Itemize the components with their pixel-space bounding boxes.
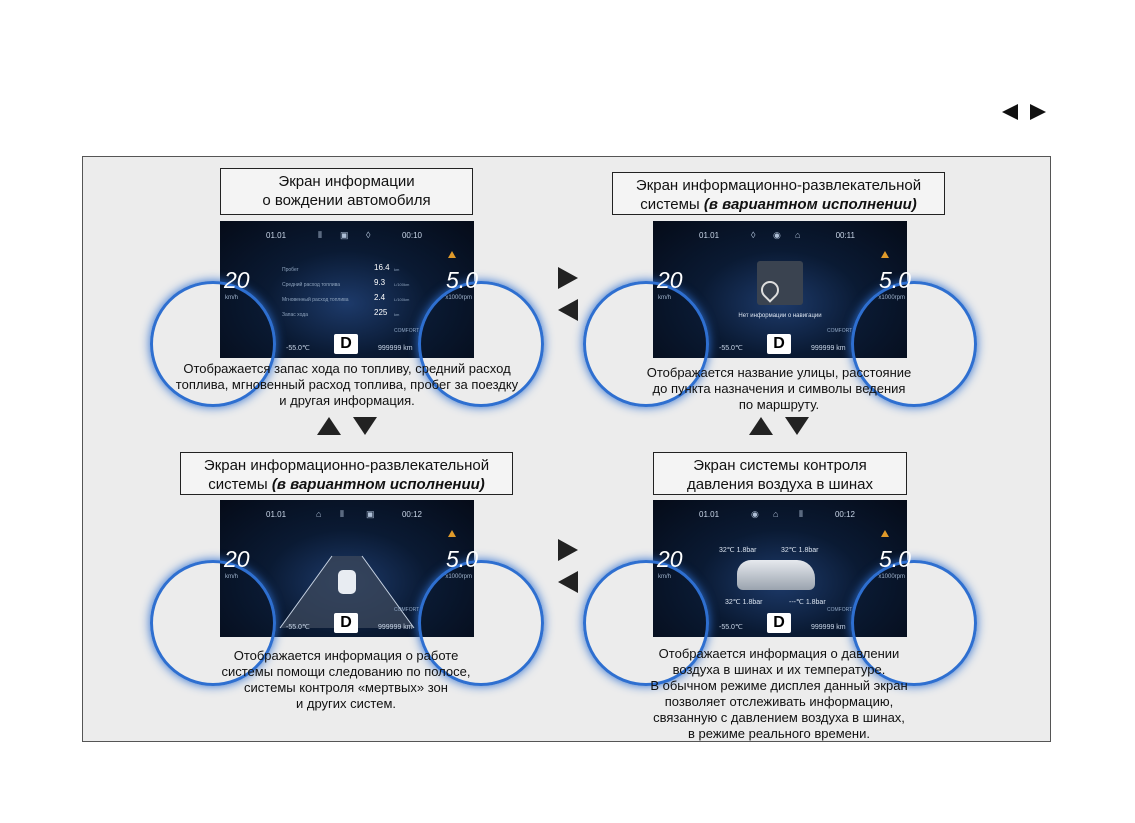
gear-indicator: D bbox=[767, 334, 791, 354]
driving-title-line2: о вождении автомобиля bbox=[262, 192, 431, 209]
tire-temp: ---℃ bbox=[789, 599, 804, 606]
drive-mode: COMFORT bbox=[827, 328, 853, 334]
next-page-icon[interactable] bbox=[1030, 104, 1046, 120]
tire-temp: 32℃ bbox=[719, 547, 735, 554]
speed-value: 20 bbox=[224, 546, 250, 572]
trip-label: Средний расход топлива bbox=[282, 282, 341, 288]
car-icon: ⌂ bbox=[316, 509, 322, 519]
title-line1: Экран информационно-развлекательной bbox=[635, 177, 922, 194]
trip-unit: km bbox=[394, 267, 400, 272]
tpms-title bbox=[653, 452, 907, 495]
tpms-screen bbox=[653, 500, 911, 637]
drive-mode: COMFORT bbox=[827, 607, 853, 613]
right-arrow-icon bbox=[558, 539, 578, 561]
driving-title-line1: Экран информации bbox=[278, 173, 415, 190]
speed-value: 20 bbox=[224, 267, 250, 293]
content-panel bbox=[82, 156, 1051, 742]
tpms-description bbox=[603, 646, 955, 742]
desc-line: по маршруту. bbox=[738, 397, 820, 412]
rpm-unit: x1000rpm bbox=[445, 574, 472, 580]
desc-line: В обычном режиме дисплея данный экран bbox=[650, 678, 908, 693]
desc-line: и других систем. bbox=[295, 696, 396, 711]
outside-temp: -55.0℃ bbox=[286, 624, 310, 631]
odometer: 999999 km bbox=[378, 345, 413, 352]
desc-line: в режиме реального времени. bbox=[688, 726, 870, 741]
warning-icon bbox=[448, 530, 456, 537]
trip-unit: km bbox=[394, 312, 400, 317]
drop-icon: ◊ bbox=[751, 230, 756, 240]
speed-unit: km/h bbox=[658, 574, 672, 580]
nav-description bbox=[603, 365, 955, 413]
trip-value: 2.4 bbox=[374, 293, 386, 302]
rpm-unit: x1000rpm bbox=[878, 295, 905, 301]
nav-message: Нет информации о навигации bbox=[738, 313, 822, 319]
speed-value: 20 bbox=[657, 267, 683, 293]
up-arrow-icon bbox=[317, 417, 341, 435]
page-nav bbox=[1002, 104, 1046, 120]
left-arrow-icon bbox=[558, 299, 578, 321]
title-optional: (в вариантном исполнении) bbox=[271, 476, 485, 493]
time: 00:12 bbox=[401, 510, 422, 519]
date: 01.01 bbox=[699, 231, 720, 240]
lane-icon: ⦀ bbox=[799, 509, 803, 519]
drop-icon: ◊ bbox=[366, 230, 371, 240]
car-graphic bbox=[338, 570, 356, 594]
lane-icon: ⦀ bbox=[340, 509, 344, 519]
tire-temp: 32℃ bbox=[781, 547, 797, 554]
down-arrow-icon bbox=[785, 417, 809, 435]
trip-value: 225 bbox=[374, 308, 388, 317]
car-graphic bbox=[737, 560, 815, 590]
seat-icon: ▣ bbox=[366, 509, 375, 519]
prev-page-icon[interactable] bbox=[1002, 104, 1018, 120]
desc-line: системы помощи следованию по полосе, bbox=[221, 664, 471, 679]
gear-indicator: D bbox=[334, 613, 358, 633]
speed-value: 20 bbox=[657, 546, 683, 572]
speed-unit: km/h bbox=[225, 295, 239, 301]
infotainment-nav-title bbox=[612, 172, 945, 215]
date: 01.01 bbox=[699, 510, 720, 519]
location-icon: ◉ bbox=[773, 230, 781, 240]
desc-line: связанную с давлением воздуха в шинах, bbox=[653, 710, 905, 725]
car-icon: ⌂ bbox=[795, 230, 801, 240]
desc-line: Отображается информация о давлении bbox=[658, 646, 900, 661]
gear-indicator: D bbox=[334, 334, 358, 354]
odometer: 999999 km bbox=[378, 624, 413, 631]
speed-unit: km/h bbox=[225, 574, 239, 580]
lane-screen bbox=[220, 500, 478, 637]
desc-line: системы контроля «мертвых» зон bbox=[244, 680, 448, 695]
nav-screen bbox=[653, 221, 911, 358]
desc-line: топлива, мгновенный расход топлива, пробег за поездку bbox=[175, 377, 519, 392]
trip-unit: L/100km bbox=[394, 282, 410, 287]
rpm-value: 5.0 bbox=[446, 267, 478, 293]
desc-line: позволяет отслеживать информацию, bbox=[664, 694, 894, 709]
trip-unit: L/100km bbox=[394, 297, 410, 302]
time: 00:11 bbox=[835, 231, 855, 240]
infotainment-lane-title bbox=[180, 452, 513, 495]
title-line2: давления воздуха в шинах bbox=[686, 476, 874, 493]
warning-icon bbox=[881, 530, 889, 537]
odometer: 999999 km bbox=[811, 345, 846, 352]
tire-pressure: 1.8bar bbox=[736, 547, 757, 554]
rpm-value: 5.0 bbox=[879, 546, 911, 572]
location-icon: ◉ bbox=[751, 509, 759, 519]
down-arrow-icon bbox=[353, 417, 377, 435]
car-icon: ▣ bbox=[340, 230, 349, 240]
right-arrow-icon bbox=[558, 267, 578, 289]
gear-indicator: D bbox=[767, 613, 791, 633]
rpm-unit: x1000rpm bbox=[445, 295, 472, 301]
driving-description bbox=[143, 361, 551, 409]
driving-screen bbox=[220, 221, 478, 358]
up-arrow-icon bbox=[749, 417, 773, 435]
desc-line: Отображается название улицы, расстояние bbox=[646, 365, 912, 380]
desc-line: воздуха в шинах и их температуре. bbox=[672, 662, 886, 677]
tire-pressure: 1.8bar bbox=[798, 547, 819, 554]
rpm-value: 5.0 bbox=[446, 546, 478, 572]
lane-icon: ⦀ bbox=[318, 230, 322, 240]
odometer: 999999 km bbox=[811, 624, 846, 631]
rpm-unit: x1000rpm bbox=[878, 574, 905, 580]
rpm-value: 5.0 bbox=[879, 267, 911, 293]
title-line2: системы bbox=[640, 196, 704, 213]
tire-temp: 32℃ bbox=[725, 599, 741, 606]
tire-pressure: 1.8bar bbox=[805, 599, 826, 606]
drive-mode: COMFORT bbox=[394, 607, 420, 613]
trip-value: 9.3 bbox=[374, 278, 386, 287]
speed-unit: km/h bbox=[658, 295, 672, 301]
desc-line: Отображается информация о работе bbox=[233, 648, 459, 663]
date: 01.01 bbox=[266, 231, 287, 240]
car-icon: ⌂ bbox=[773, 509, 779, 519]
title-optional: (в вариантном исполнении) bbox=[703, 196, 917, 213]
outside-temp: -55.0℃ bbox=[719, 345, 743, 352]
warning-icon bbox=[448, 251, 456, 258]
trip-value: 16.4 bbox=[374, 263, 390, 272]
warning-icon bbox=[881, 251, 889, 258]
trip-label: Пробег bbox=[282, 267, 299, 273]
title-line2: системы bbox=[208, 476, 272, 493]
tire-pressure: 1.8bar bbox=[742, 599, 763, 606]
title-line1: Экран информационно-развлекательной bbox=[203, 457, 490, 474]
title-line1: Экран системы контроля bbox=[693, 457, 867, 474]
map-icon bbox=[757, 261, 803, 305]
desc-line: и другая информация. bbox=[279, 393, 415, 408]
drive-mode: COMFORT bbox=[394, 328, 420, 334]
desc-line: до пункта назначения и символы ведения bbox=[652, 381, 906, 396]
time: 00:10 bbox=[401, 231, 422, 240]
left-arrow-icon bbox=[558, 571, 578, 593]
desc-line: Отображается запас хода по топливу, средний расход bbox=[183, 361, 511, 376]
date: 01.01 bbox=[266, 510, 287, 519]
outside-temp: -55.0℃ bbox=[286, 345, 310, 352]
driving-title bbox=[220, 168, 473, 215]
lane-description bbox=[173, 648, 519, 712]
outside-temp: -55.0℃ bbox=[719, 624, 743, 631]
trip-label: Мгновенный расход топлива bbox=[282, 297, 349, 303]
trip-label: Запас хода bbox=[282, 312, 308, 318]
time: 00:12 bbox=[834, 510, 855, 519]
